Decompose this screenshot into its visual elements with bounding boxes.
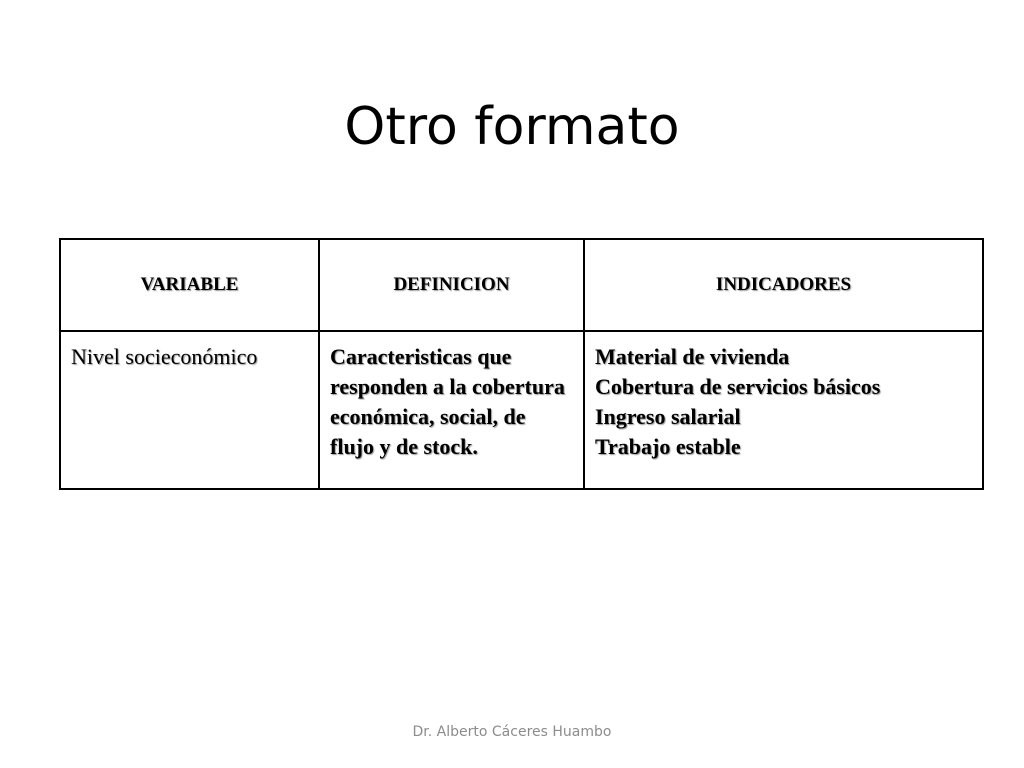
cell-definicion: Caracteristicas que responden a la cobertura económica, social, de flujo y de stock. bbox=[319, 331, 584, 489]
table-container bbox=[59, 238, 982, 490]
header-indicadores: INDICADORES bbox=[584, 239, 983, 331]
variables-table bbox=[59, 238, 984, 490]
footer-author: Dr. Alberto Cáceres Huambo bbox=[412, 724, 612, 740]
indicator-item: Cobertura de servicios básicos bbox=[595, 374, 881, 399]
indicator-item: Material de vivienda bbox=[595, 344, 790, 369]
header-variable: VARIABLE bbox=[60, 239, 319, 331]
slide-title: Otro formato bbox=[344, 97, 680, 157]
indicator-item: Trabajo estable bbox=[595, 434, 741, 459]
table-header-row bbox=[60, 239, 983, 331]
table-row bbox=[60, 331, 983, 489]
indicator-item: Ingreso salarial bbox=[595, 404, 741, 429]
header-definicion: DEFINICION bbox=[319, 239, 584, 331]
cell-variable: Nivel socieconómico bbox=[60, 331, 319, 489]
cell-indicadores bbox=[584, 331, 983, 489]
